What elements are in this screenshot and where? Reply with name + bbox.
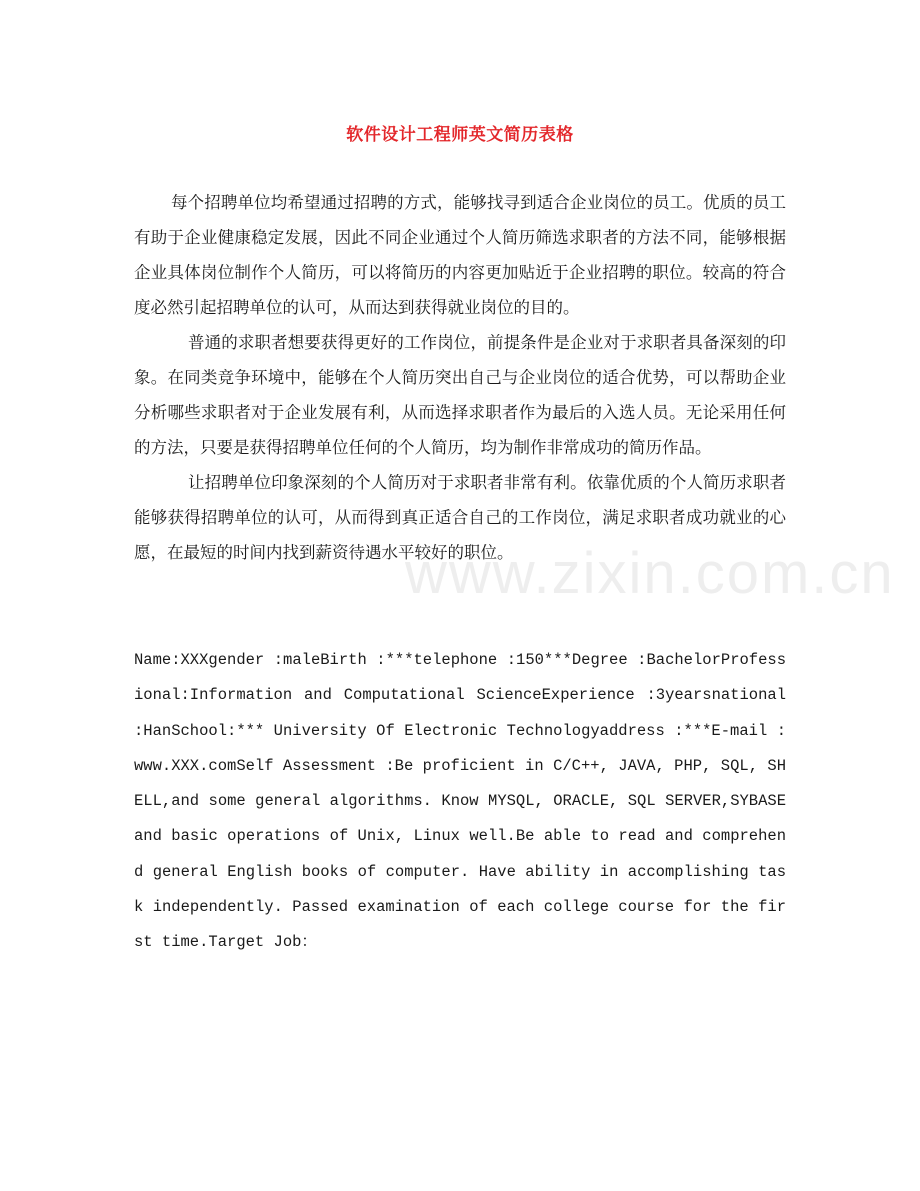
- paragraph-1: 每个招聘单位均希望通过招聘的方式，能够找寻到适合企业岗位的员工。优质的员工有助于企业健康稳定发展，因此不同企业通过个人简历筛选求职者的方法不同，能够根据企业具体岗位制作个人简历，可以将简历的内容更加贴近于企业招聘的职位。较高的符合度必然引起招聘单位的认可，从而达到获得就业岗位的目的。: [134, 193, 786, 317]
- intro-section: [134, 185, 786, 570]
- watermark: www.zixin.com.cn: [405, 541, 895, 606]
- resume-text: Name:XXXgender :maleBirth :***telephone :150***Degree :BachelorProfessional:Information and Computational ScienceExperience :3yearsnational :HanSchool:*** University Of Electronic Technologyaddress :***E-mail :www.XXX.comSelf Assessment :Be proficient in C/C++, JAVA, PHP, SQL, SHELL,and some general algorithms. Know MYSQL, ORACLE, SQL SERVER,SYBASE and basic operations of Unix, Linux well.Be able to read and comprehend general English books of computer. Have ability in accomplishing task independently. Passed examination of each college course for the first time.Target Job：: [134, 651, 786, 952]
- paragraph-2: 普通的求职者想要获得更好的工作岗位，前提条件是企业对于求职者具备深刻的印象。在同类竞争环境中，能够在个人简历突出自己与企业岗位的适合优势，可以帮助企业分析哪些求职者对于企业发展有利，从而选择求职者作为最后的入选人员。无论采用任何的方法，只要是获得招聘单位任何的个人简历，均为制作非常成功的简历作品。: [134, 333, 786, 457]
- paragraph-3: 让招聘单位印象深刻的个人简历对于求职者非常有利。依靠优质的个人简历求职者能够获得招聘单位的认可，从而得到真正适合自己的工作岗位，满足求职者成功就业的心愿，在最短的时间内找到薪资待遇水平较好的职位。: [134, 473, 786, 562]
- document-title: 软件设计工程师英文简历表格: [346, 125, 574, 145]
